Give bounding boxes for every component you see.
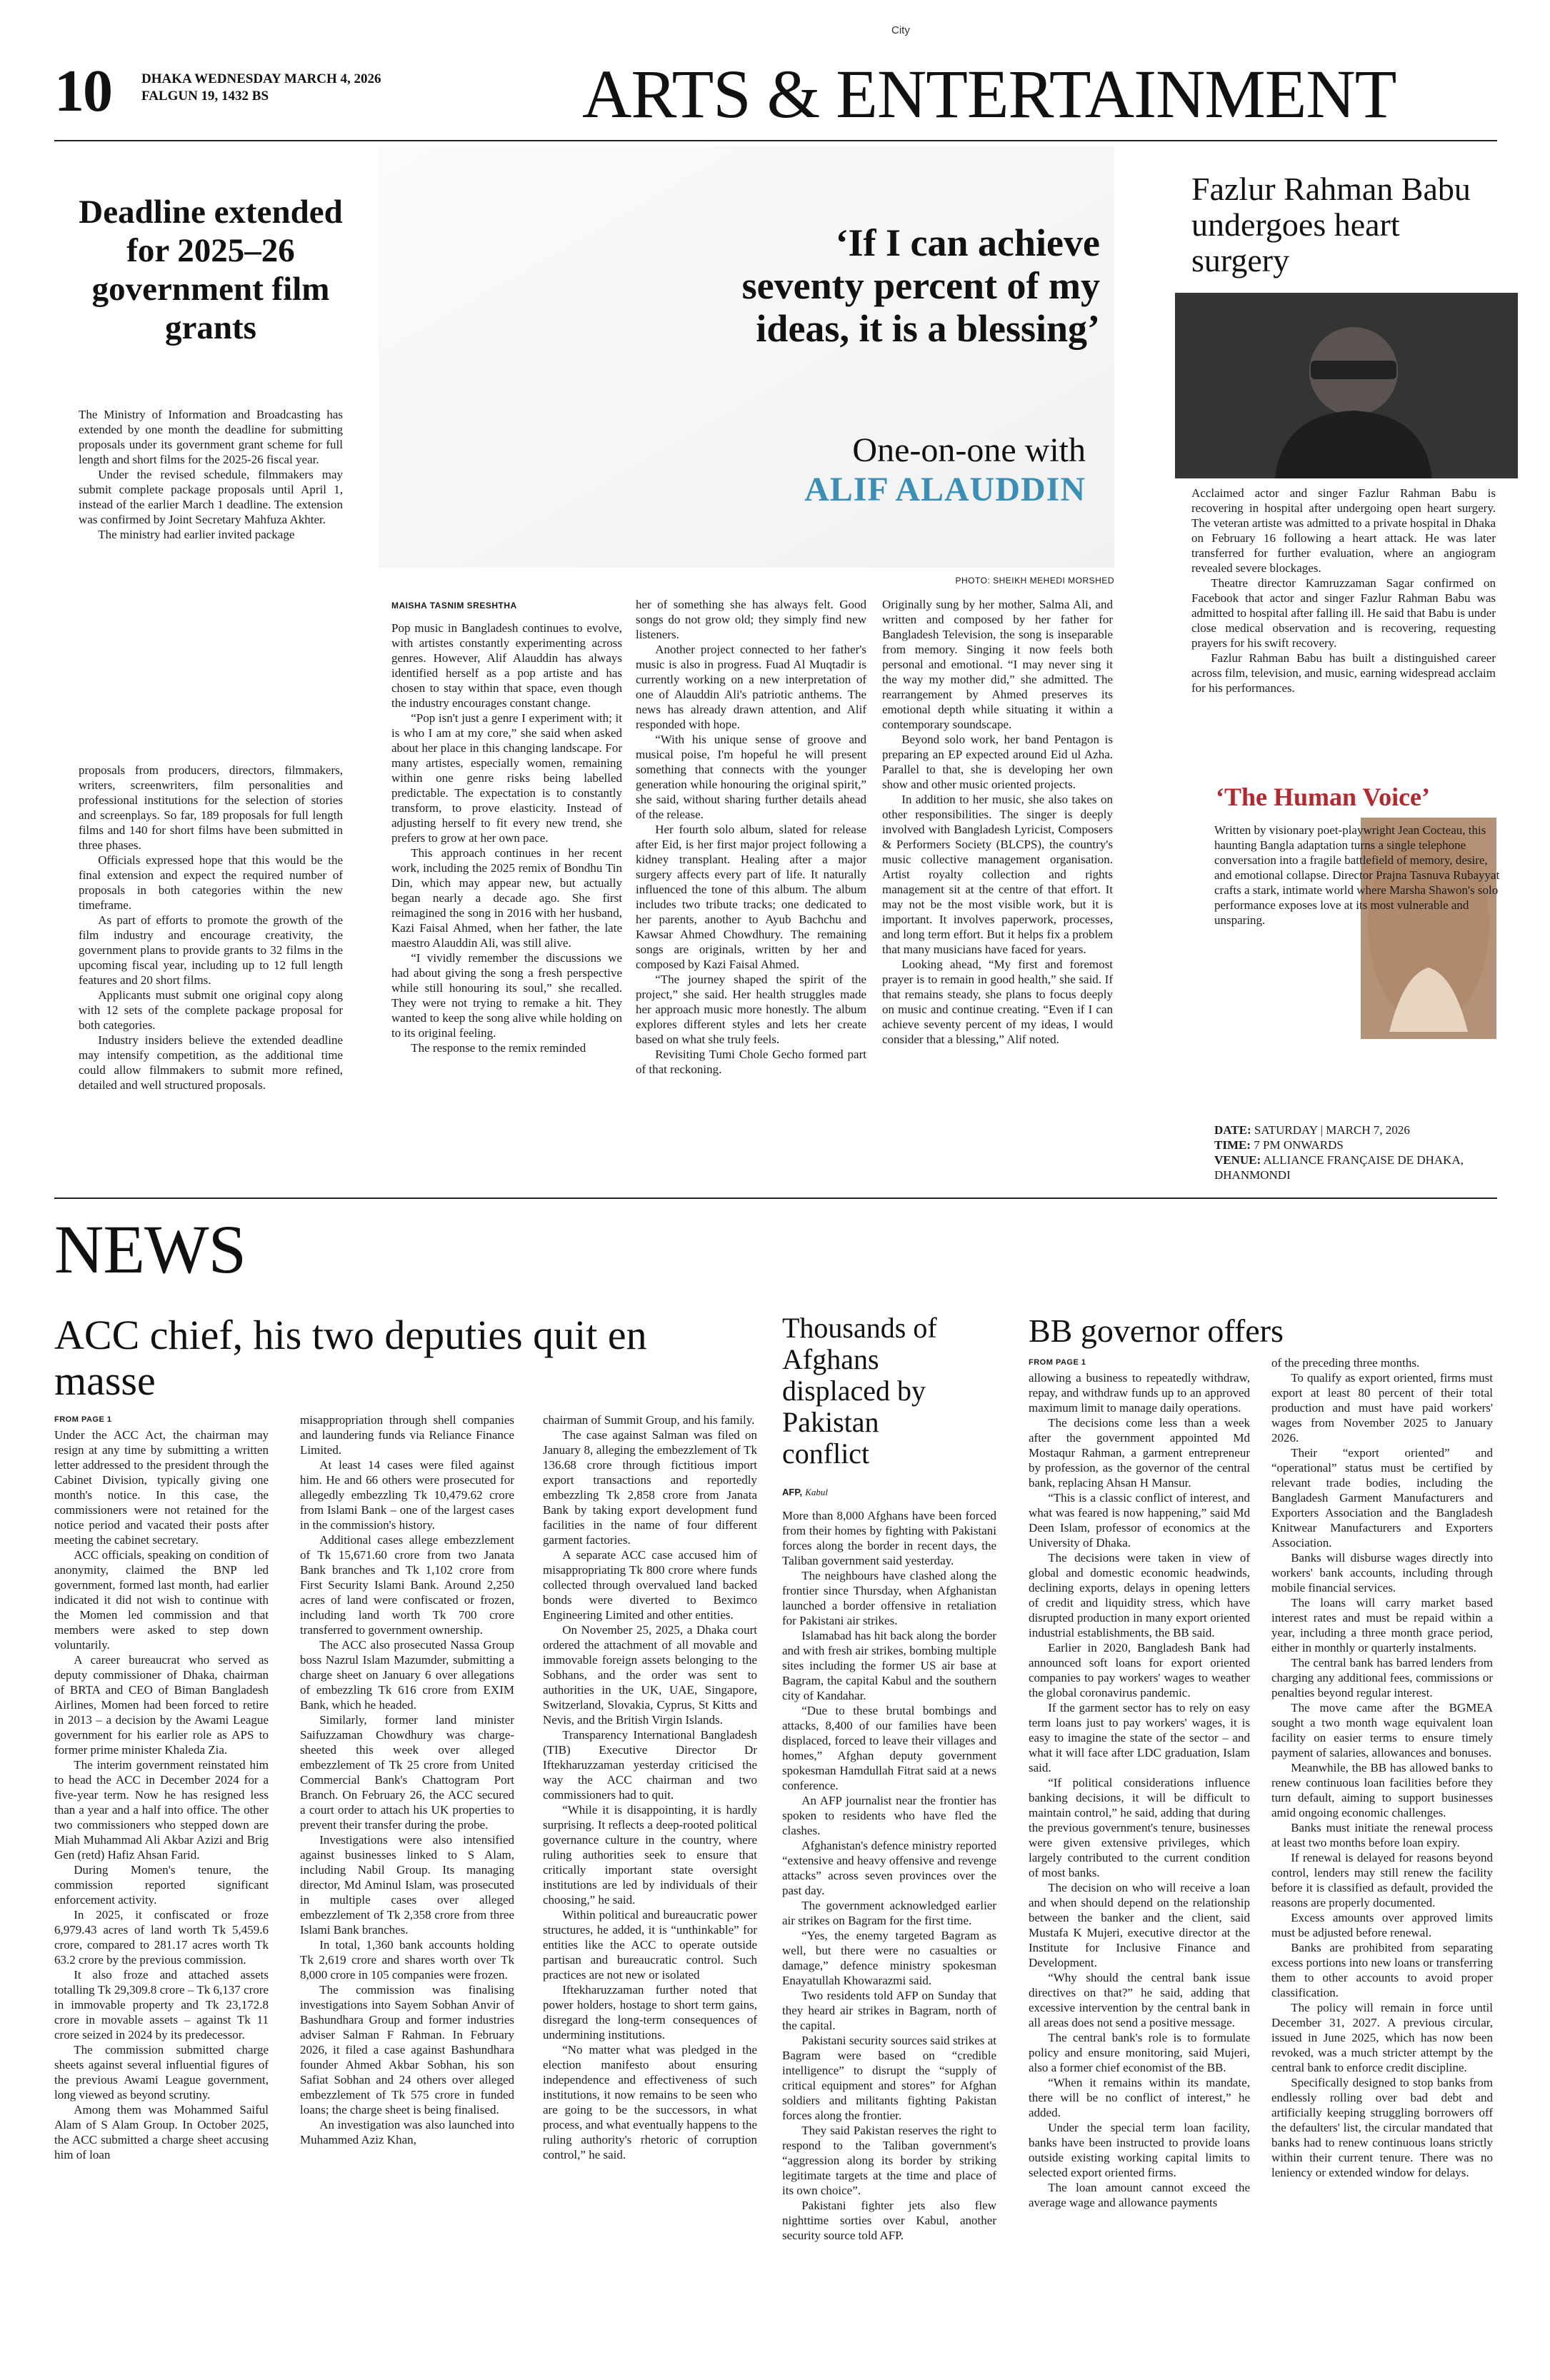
paragraph: To qualify as export oriented, firms must export at least 80 percent of their total production and must have paid workers' wages from November 2025 to January 2026.: [1271, 1371, 1493, 1445]
film-grants-col1: [79, 407, 343, 542]
paragraph: Pop music in Bangladesh continues to evolve, with artistes constantly experimenting across genres. However, Alif Alauddin has always identified herself as a pop artiste and has chosen to stay within that space, even though the industry encourages constant change.: [391, 621, 622, 710]
acc-headline: ACC chief, his two deputies quit en masse: [54, 1312, 647, 1404]
paragraph: chairman of Summit Group, and his family.: [543, 1413, 755, 1427]
paragraph: The ministry had earlier invited package: [98, 528, 295, 541]
paragraph: “Why should the central bank issue directives on that?” he said, adding that excessive intervention by the central bank in all areas does not send a positive message.: [1029, 1971, 1250, 2029]
paragraph: At least 14 cases were filed against him. He and 66 others were prosecuted for allegedly embezzling Tk 10,479.62 crore from Islami Bank – one of the largest cases in the commission's history.: [300, 1458, 514, 1532]
paragraph: Specifically designed to stop banks from endlessly rolling over bad debt and artificially keeping struggling borrowers off the defaulters' list, the circular mandated that banks had to renew continuous loans strictly within their current tenure. There was no leniency or extended window for delays.: [1271, 2076, 1493, 2179]
paragraph: ACC officials, speaking on condition of anonymity, claimed the BNP led government, formed last month, had earlier indicated it did not wish to continue with the Momen led commission and that members were asked to step down voluntarily.: [54, 1548, 269, 1652]
paragraph: Similarly, former land minister Saifuzzaman Chowdhury was charge-sheeted this week over alleged embezzlement of Tk 25 crore from United Commercial Bank's Chattogram Port Branch. On February 26, the ACC secured a court order to attach his UK properties to prevent their transfer during the probe.: [300, 1713, 514, 1832]
paragraph: They said Pakistan reserves the right to respond to the Taliban government's “aggression along its border by striking legitimate targets at the time and place of its own choice”.: [782, 2124, 996, 2197]
paragraph: As part of efforts to promote the growth of the film industry and encourage creativity, the government plans to provide grants to 32 films in the upcoming fiscal year, including up to 12 full length features and 20 short films.: [79, 913, 343, 987]
paragraph: Pakistani security sources said strikes at Bagram were based on “credible intelligence” to disrupt the “supply of critical equipment and stores” for Afghan soldiers and militants fighting Pakistan forces along the frontier.: [782, 2034, 996, 2122]
paragraph: On November 25, 2025, a Dhaka court ordered the attachment of all movable and immovable foreign assets belonging to the Sobhans, and the order was sent to authorities in the UK, UAE, Singapore, Switzerland, Slovakia, Cyprus, St Kitts and Nevis, and the British Virgin Islands.: [543, 1623, 757, 1727]
paragraph: Meanwhile, the BB has allowed banks to renew continuous loan facilities before they turn default, aiming to support businesses amid ongoing economic challenges.: [1271, 1761, 1493, 1819]
date-label: DATE:: [1214, 1123, 1251, 1137]
paragraph: Officials expressed hope that this would be the final extension and expect the required number of proposals in both categories within the new timeframe.: [79, 853, 343, 912]
paragraph: Iftekharuzzaman further noted that power holders, hostage to short term gains, disregard the long-term consequences of undermining institutions.: [543, 1983, 757, 2042]
paragraph: Islamabad has hit back along the border and with fresh air strikes, bombing multiple sites including the former US air base at Bagram, the capital Kabul and the southern city of Kandahar.: [782, 1629, 996, 1702]
paragraph: The case against Salman was filed on January 8, alleging the embezzlement of Tk 136.68 crore through fictitious import export transactions and reportedly embezzling Tk 2,858 crore from Janata Bank by taking export development fund facilities in the name of four different garment factories.: [543, 1428, 757, 1547]
paragraph: The move came after the BGMEA sought a two month wage equivalent loan facility on easier terms to ensure timely payment of salaries, allowances and bonuses.: [1271, 1701, 1493, 1759]
paragraph: Transparency International Bangladesh (TIB) Executive Director Dr Iftekharuzzaman yesterday criticised the way the ACC chairman and two commissioners had to quit.: [543, 1728, 757, 1802]
event-date: [1214, 1123, 1486, 1138]
paragraph: The loans will carry market based interest rates and must be repaid within a year, including a three month grace period, either in monthly or quarterly instalments.: [1271, 1596, 1493, 1655]
paragraph: Among them was Mohammed Saiful Alam of S Alam Group. In October 2025, the ACC submitted a charge sheet accusing him of loan: [54, 2103, 269, 2161]
paragraph: “If political considerations influence banking decisions, it will be difficult to maintain control,” he said, adding that during the previous government's tenure, businesses were given extensive privileges, which largely contributed to the current condition of most banks.: [1029, 1776, 1250, 1879]
paragraph: “Due to these brutal bombings and attacks, 8,400 of our families have been displaced, forced to leave their villages and homes,” Afghan deputy government spokesman Hamdullah Fitrat said at a news conference.: [782, 1704, 996, 1792]
dateline-place: Kabul: [805, 1487, 828, 1497]
paragraph: The decisions were taken in view of global and domestic economic headwinds, declining exports, delays in opening letters of credit and liquidity stress, which have disrupted production in many export oriented industrial establishments, the BB said.: [1029, 1551, 1250, 1640]
bb-col2: [1271, 1355, 1493, 2180]
venue-value: ALLIANCE FRANÇAISE DE DHAKA, DHANMONDI: [1214, 1153, 1464, 1182]
paragraph: “When it remains within its mandate, there will be no conflict of interest,” he added.: [1029, 2076, 1250, 2119]
paragraph: Within political and bureaucratic power structures, he added, it is “unthinkable” for entities like the ACC to operate outside partisan and bureaucratic control. Such practices are not new or isolated: [543, 1908, 757, 1982]
paragraph: Banks must initiate the renewal process at least two months before loan expiry.: [1271, 1821, 1493, 1849]
paragraph: of the preceding three months.: [1271, 1356, 1420, 1370]
paragraph: The central bank's role is to formulate policy and ensure monitoring, said Mujeri, also a former chief economist of the BB.: [1029, 2031, 1250, 2074]
paragraph: Earlier in 2020, Bangladesh Bank had announced soft loans for export oriented companies to pay workers' wages to weather the global coronavirus pandemic.: [1029, 1641, 1250, 1699]
paragraph: The central bank has barred lenders from charging any additional fees, commissions or penalties beyond regular interest.: [1271, 1656, 1493, 1699]
film-grants-headline: Deadline extended for 2025–26 government film grants: [79, 194, 343, 346]
interview-byline: MAISHA TASNIM SRESHTHA: [391, 601, 517, 611]
paragraph: Looking ahead, “My first and foremost prayer is to remain in good health,” she said. If that remains steady, she plans to focus deeply on music and continue creating. “Even if I can achieve seventy percent of my ideas, I would consider that a blessing,” Alif noted.: [882, 958, 1113, 1046]
human-voice-title: ‘The Human Voice’: [1216, 783, 1431, 811]
paragraph: Applicants must submit one original copy along with 12 sets of the complete package proposal for both categories.: [79, 988, 343, 1032]
event-time: [1214, 1138, 1486, 1153]
paragraph: Acclaimed actor and singer Fazlur Rahman Babu is recovering in hospital after undergoing open heart surgery. The veteran artiste was admitted to a private hospital in Dhaka on February 16 following a heart attack. He was later transferred for further evaluation, where an angiogram revealed severe blockages.: [1191, 486, 1496, 575]
paragraph: An investigation was also launched into Muhammed Aziz Khan,: [300, 2118, 514, 2146]
news-section-title: NEWS: [54, 1211, 246, 1287]
paragraph: In addition to her music, she also takes on other responsibilities. The singer is deeply involved with Bangladesh Lyricist, Composers & Performers Society (BLCPS), the country's music collective management organisation. Artist royalty collection and rights management sit at the centre of that effort. It may not be the most visible work, but it is important. It involves paperwork, processes, and long term effort. But it helps fix a problem that many musicians have faced for years.: [882, 793, 1113, 956]
paragraph: An AFP journalist near the frontier has spoken to residents who have fled the clashes.: [782, 1794, 996, 1837]
paragraph: The policy will remain in force until December 31, 2027. A previous circular, issued in June 2025, which has now been revoked, was a much stricter attempt by the central bank to enforce credit discipline.: [1271, 2001, 1493, 2074]
paragraph: The ACC also prosecuted Nassa Group boss Nazrul Islam Mazumder, submitting a charge sheet on January 6 over allegations of embezzling Tk 616 crore from EXIM Bank, which he headed.: [300, 1638, 514, 1712]
paragraph: Originally sung by her mother, Salma Ali, and written and composed by her father for Bangladesh Television, the song is inseparable from memory. Singing it now feels both personal and emotional. “I may never sing it the way my mother did,” she admitted. The rearrangement by Ahmed preserves its emotional depth while situating it within a contemporary soundscape.: [882, 598, 1113, 731]
paragraph: The decision on who will receive a loan and when should depend on the relationship between the banker and the client, said Mustafa K Mujeri, executive director at the Institute for Inclusive Finance and Development.: [1029, 1881, 1250, 1969]
paragraph: During Momen's tenure, the commission reported significant enforcement activity.: [54, 1863, 269, 1907]
interview-quote: ‘If I can achieve seventy percent of my ideas, it is a blessing’: [741, 221, 1100, 350]
paragraph: The interim government reinstated him to head the ACC in December 2024 for a five-year term. Now he has resigned less than a year and a half into office. The other two commissioners who stepped down are Miah Muhammad Ali Akbar Azizi and Brig Gen (retd) Hafiz Ahsan Farid.: [54, 1758, 269, 1862]
babu-headline: Fazlur Rahman Babu undergoes heart surgery: [1191, 171, 1471, 278]
paragraph: allowing a business to repeatedly withdraw, repay, and withdraw funds up to an approved maximum limit to manage daily operations.: [1029, 1371, 1250, 1415]
human-voice-details: [1214, 1123, 1486, 1183]
bangla-date: FALGUN 19, 1432 BS: [141, 89, 269, 104]
paragraph: “No matter what was pledged in the election manifesto about ensuring independence and effectiveness of such institutions, it now remains to be seen who are going to be the successors, in what process, and what eventually happens to the ruling authority's rhetoric of corruption control,” he said.: [543, 2043, 757, 2161]
paragraph: Pakistani fighter jets also flew nighttime sorties over Kabul, another security source told AFP.: [782, 2199, 996, 2242]
afghan-body: [782, 1484, 996, 2243]
paragraph: Excess amounts over approved limits must be adjusted before renewal.: [1271, 1911, 1493, 1939]
date-line: DHAKA WEDNESDAY MARCH 4, 2026: [141, 71, 381, 86]
film-grants-col2: [79, 763, 343, 1093]
paragraph: The response to the remix reminded: [411, 1041, 586, 1055]
page-number: 10: [54, 58, 111, 124]
paragraph: Under the special term loan facility, banks have been instructed to provide loans outside existing working capital limits to selected export oriented firms.: [1029, 2121, 1250, 2179]
acc-col3: [543, 1412, 757, 2162]
paragraph: The decisions come less than a week after the government appointed Md Mostaqur Rahman, a garment entrepreneur by profession, as the governor of the central bank, replacing Ahsan H Mansur.: [1029, 1416, 1250, 1490]
paragraph: Fazlur Rahman Babu has built a distinguished career across film, television, and music, earning widespread acclaim for his performances.: [1191, 651, 1496, 695]
paragraph: Industry insiders believe the extended deadline may intensify competition, as the additional time could allow filmmakers to submit more refined, detailed and well structured proposals.: [79, 1033, 343, 1092]
paragraph: Banks will disburse wages directly into workers' bank accounts, including through mobile financial services.: [1271, 1551, 1493, 1595]
interview-col2: [636, 597, 866, 1077]
paragraph: It also froze and attached assets totalling Tk 29,309.8 crore – Tk 6,137 crore in immovable property and Tk 23,172.8 crore in movable assets – against Tk 11 crore seized in 2024 by its predecessor.: [54, 1968, 269, 2042]
interview-kicker: One-on-one with: [852, 431, 1086, 469]
acc-col1: [54, 1412, 269, 2162]
paragraph: “This is a classic conflict of interest, and what was feared is now happening,” said Md Deen Islam, professor of economics at the University of Dhaka.: [1029, 1491, 1250, 1550]
paragraph: Under the revised schedule, filmmakers may submit complete package proposals until April 1, instead of the earlier March 1 deadline. The extension was confirmed by Joint Secretary Mahfuza Akhter.: [79, 468, 343, 526]
paragraph: Banks are prohibited from separating excess portions into new loans or transferring them to other accounts to avoid proper classification.: [1271, 1941, 1493, 1999]
paragraph: Investigations were also intensified against businesses linked to S Alam, including Nabil Group. Its managing director, Md Aminul Islam, was prosecuted in multiple cases over alleged embezzlement of Tk 2,358 crore from three Islami Bank branches.: [300, 1833, 514, 1937]
acc-col2: [300, 1412, 514, 2147]
bb-from-page: FROM PAGE 1: [1029, 1358, 1086, 1367]
paragraph: Additional cases allege embezzlement of Tk 15,671.60 crore from two Janata Bank branches and Tk 1,102 crore from First Security Islami Bank. Around 2,250 acres of land were confiscated or frozen, including land worth Tk 700 crore transferred to government ownership.: [300, 1533, 514, 1637]
paragraph: A separate ACC case accused him of misappropriating Tk 800 crore where funds collected through overvalued land backed bonds were diverted to Beximco Engineering Limited and other entities.: [543, 1548, 757, 1622]
paragraph: Another project connected to her father's music is also in progress. Fuad Al Muqtadir is currently working on a new interpretation of one of Alauddin Ali's patriotic anthems. The news has already drawn attention, and Alif responded with hope.: [636, 643, 866, 731]
paragraph: proposals from producers, directors, filmmakers, writers, screenwriters, film personalities and professional institutions for the selection of stories and screenplays. So far, 189 proposals for full length films and 140 for short films have been submitted in three phases.: [79, 763, 343, 852]
section-title: ARTS & ENTERTAINMENT: [582, 56, 1396, 132]
paragraph: “I vividly remember the discussions we had about giving the song a fresh perspective while still honouring its soul,” she recalled. They were not trying to remake a hit. They wanted to keep the song alive while holding on to its original feeling.: [391, 951, 622, 1040]
paragraph: Her fourth solo album, slated for release after Eid, is her first major project following a kidney transplant. Healing after a major surgery affects every part of life. It naturally influenced the tone of this album. The album includes two tribute tracks; one dedicated to her parents, another to Ayub Bachchu and Kawsar Ahmed Chowdhury. The remaining songs are originals, written by her and composed by Kazi Faisal Ahmed.: [636, 823, 866, 971]
bb-headline: BB governor offers: [1029, 1312, 1284, 1349]
interview-col1: [391, 598, 622, 1055]
time-value: 7 PM ONWARDS: [1254, 1138, 1344, 1152]
time-label: TIME:: [1214, 1138, 1251, 1152]
section-tag: City: [891, 24, 910, 36]
date-value: SATURDAY | MARCH 7, 2026: [1254, 1123, 1410, 1137]
paragraph: If the garment sector has to rely on easy term loans just to pay workers' wages, it is easy to imagine the state of the sector – and what it will face after LDC graduation, Islam said.: [1029, 1701, 1250, 1774]
interview-col3: [882, 597, 1113, 1047]
paragraph: Theatre director Kamruzzaman Sagar confirmed on Facebook that actor and singer Fazlur Rahman Babu was admitted to hospital after falling ill. He said that Babu is under close medical observation and is recovering, requesting prayers for his swift recovery.: [1191, 576, 1496, 650]
paragraph: In 2025, it confiscated or froze 6,979.43 acres of land worth Tk 5,459.6 crore, compared to 281.17 acres worth Tk 63.2 crore by the previous commission.: [54, 1908, 269, 1967]
paragraph: The commission submitted charge sheets against several influential figures of the previous Awami League government, long viewed as beyond scrutiny.: [54, 2043, 269, 2102]
news-rule: [54, 1197, 1497, 1199]
paragraph: If renewal is delayed for reasons beyond control, lenders may still renew the facility before it is classified as default, provided the reasons are properly documented.: [1271, 1851, 1493, 1909]
paragraph: “While it is disappointing, it is hardly surprising. It reflects a deep-rooted political governance culture in the country, where ruling authorities seek to ensure that critically important state oversight institutions are led by individuals of their choosing,” he said.: [543, 1803, 757, 1907]
paragraph: her of something she has always felt. Good songs do not grow old; they simply find new listeners.: [636, 598, 866, 641]
babu-photo: [1175, 293, 1518, 478]
paragraph: “Pop isn't just a genre I experiment with; it is who I am at my core,” she said when asked about her place in this changing landscape. For many artistes, especially women, remaining within one genre risks being labelled predictable. The expectation is to constantly transform, to prove elasticity. Instead of adjusting herself to fit every new trend, she prefers to grow at her own pace.: [391, 711, 622, 845]
paragraph: Two residents told AFP on Sunday that they heard air strikes in Bagram, north of the capital.: [782, 1989, 996, 2032]
paragraph: “With his unique sense of groove and musical poise, I'm hopeful he will present something that connects with the younger generation while honouring the original spirit,” she said, without sharing further details ahead of the release.: [636, 733, 866, 821]
masthead-rule: [54, 140, 1497, 141]
dateline-agency: AFP,: [782, 1487, 802, 1497]
event-venue: [1214, 1153, 1486, 1183]
dateline: [782, 1484, 996, 1500]
human-voice-blurb: Written by visionary poet-playwright Jean Cocteau, this haunting Bangla adaptation turns a single telephone conversation into a fragile battlefield of memory, desire, and emotional collapse. Director Prajna Tasnuva Rubayyat crafts a stark, intimate world where Marsha Shawon's solo performance exposes love at its most vulnerable and unsparing.: [1214, 823, 1500, 927]
afghan-headline: Thousands of Afghans displaced by Pakistan conflict: [782, 1312, 937, 1470]
paragraph: Under the ACC Act, the chairman may resign at any time by submitting a written letter addressed to the president through the Cabinet Division, typically giving one month's notice. In this case, the commissioners were not retained for the notice period and vacated their posts after meeting the cabinet secretary.: [54, 1428, 269, 1547]
paragraph: Beyond solo work, her band Pentagon is preparing an EP expected around Eid ul Azha. Parallel to that, she is developing her own show and other music oriented projects.: [882, 733, 1113, 791]
bb-col1: [1029, 1355, 1250, 2210]
paragraph: The neighbours have clashed along the frontier since Thursday, when Afghanistan launched a border offensive in retaliation for Pakistani air strikes.: [782, 1569, 996, 1627]
paragraph: A career bureaucrat who served as deputy commissioner of Dhaka, chairman of BRTA and CEO of Biman Bangladesh Airlines, Momen had been forced to retire in 2013 – a decision by the Awami League government for his earlier role as APS to former prime minister Khaleda Zia.: [54, 1653, 269, 1757]
paragraph: More than 8,000 Afghans have been forced from their homes by fighting with Pakistani forces along the border in recent days, the Taliban government said yesterday.: [782, 1509, 996, 1567]
paragraph: The government acknowledged earlier air strikes on Bagram for the first time.: [782, 1899, 996, 1927]
babu-body: [1191, 486, 1496, 696]
interview-subject: ALIF ALAUDDIN: [804, 471, 1086, 508]
paragraph: misappropriation through shell companies and laundering funds via Reliance Finance Limited.: [300, 1413, 514, 1457]
paragraph: The Ministry of Information and Broadcasting has extended by one month the deadline for submitting proposals under its government grant scheme for full length and short films for the 2025-26 fiscal year.: [79, 408, 343, 466]
paragraph: “Yes, the enemy targeted Bagram as well, but there were no casualties or damage,” defence ministry spokesman Enayatullah Khowarazmi said.: [782, 1929, 996, 1987]
venue-label: VENUE:: [1214, 1153, 1261, 1167]
paragraph: In total, 1,360 bank accounts holding Tk 2,619 crore and shares worth over Tk 8,000 crore in 105 companies were frozen.: [300, 1938, 514, 1982]
photo-credit: PHOTO: SHEIKH MEHEDI MORSHED: [955, 576, 1114, 586]
paragraph: This approach continues in her recent work, including the 2025 remix of Bondhu Tin Din, which may appear new, but actually began nearly a decade ago. She first reimagined the song in 2016 with her husband, Kazi Faisal Ahmed, when her father, the late maestro Alauddin Ali, was still alive.: [391, 846, 622, 950]
paragraph: Revisiting Tumi Chole Gecho formed part of that reckoning.: [636, 1048, 866, 1076]
acc-from-page: FROM PAGE 1: [54, 1415, 112, 1424]
paragraph: “The journey shaped the spirit of the project,” she said. Her health struggles made her approach music more honestly. The album explores different styles and lets her create based on what she truly feels.: [636, 973, 866, 1046]
paragraph: The loan amount cannot exceed the average wage and allowance payments: [1029, 2181, 1250, 2209]
paragraph: Their “export oriented” and “operational” status must be certified by relevant trade bodies, including the Bangladesh Garment Manufacturers and Exporters Association and the Bangladesh Knitwear Manufacturers and Exporters Association.: [1271, 1446, 1493, 1550]
paragraph: Afghanistan's defence ministry reported “extensive and heavy offensive and revenge attacks” across seven provinces over the past day.: [782, 1839, 996, 1897]
paragraph: The commission was finalising investigations into Sayem Sobhan Anvir of Bashundhara Group and former industries adviser Salman F Rahman. In February 2026, it filed a case against Bashundhara founder Ahmed Akbar Sobhan, his son Safiat Sobhan and 24 others over alleged embezzlement of Tk 575 crore in funded loans; the charge sheet is being finalised.: [300, 1983, 514, 2117]
